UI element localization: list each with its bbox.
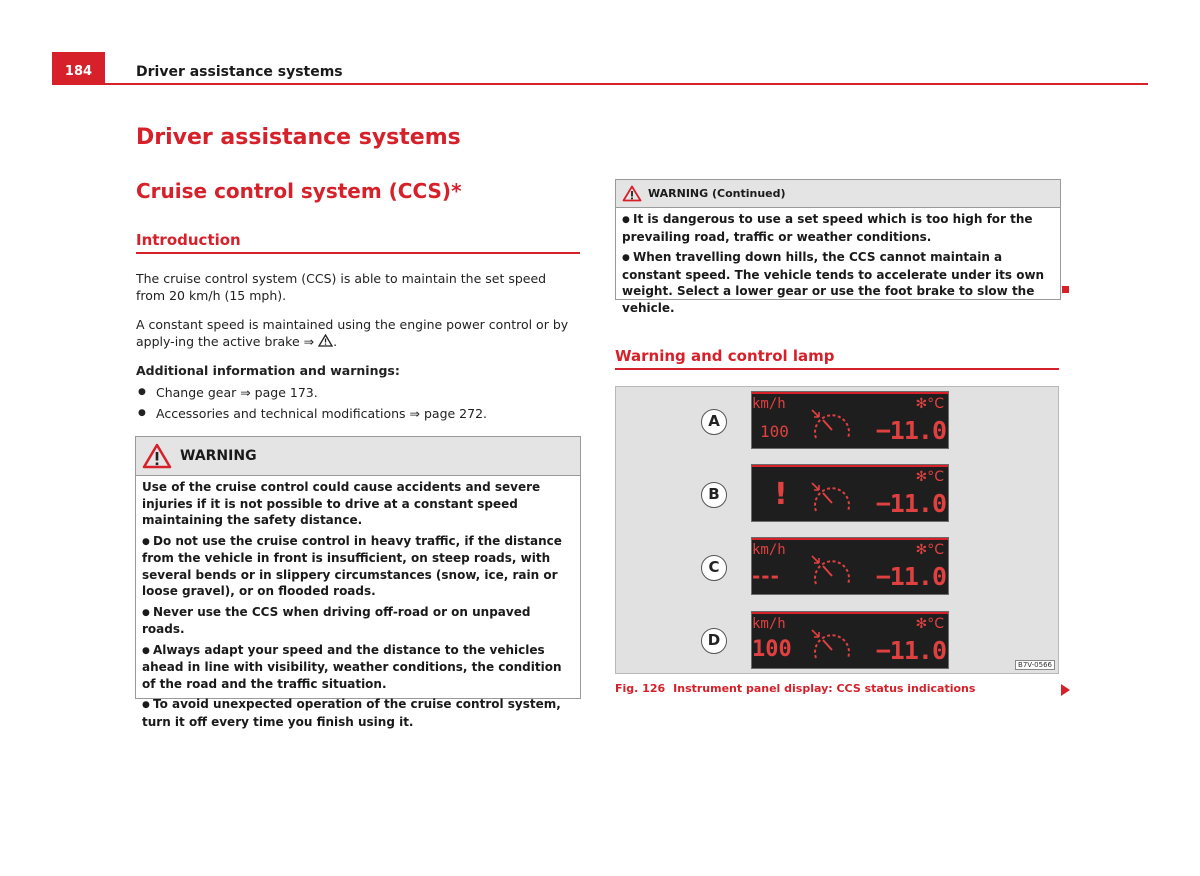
warning-item: ● To avoid unexpected operation of the cruise control system, turn it off every time you finish using it. bbox=[142, 696, 574, 730]
warning-item: ● It is dangerous to use a set speed which is too high for the prevailing road, traffic or weather conditions. bbox=[622, 211, 1054, 245]
warning-intro: Use of the cruise control could cause accidents and severe injuries if it is not possible to drive at a constant speed maintaining the safety distance. bbox=[142, 480, 541, 527]
lcd-display-b bbox=[751, 464, 949, 522]
speed-unit: km/h bbox=[752, 542, 786, 558]
snowflake-icon: ✻°C bbox=[915, 616, 944, 632]
warning-box bbox=[135, 436, 581, 729]
outside-temperature: −11.0 bbox=[875, 562, 946, 591]
chapter-title: Driver assistance systems bbox=[136, 125, 461, 150]
page-number: 184 bbox=[64, 64, 93, 79]
lcd-display-c bbox=[751, 537, 949, 595]
warning-continued-header bbox=[616, 180, 1060, 208]
outside-temperature: −11.0 bbox=[875, 636, 946, 665]
warning-continued-box bbox=[615, 179, 1061, 315]
set-speed: --- bbox=[752, 564, 780, 588]
warning-triangle-icon bbox=[318, 334, 333, 347]
warning-body bbox=[136, 476, 580, 737]
label-b: B bbox=[701, 482, 727, 508]
list-item: ● Accessories and technical modifications ⇒ page 272. bbox=[136, 405, 576, 422]
lcd-display-a bbox=[751, 391, 949, 449]
cruise-gauge-icon bbox=[808, 404, 856, 444]
instrument-figure bbox=[615, 386, 1059, 674]
header-rule bbox=[52, 83, 1148, 85]
warning-item: ● When travelling down hills, the CCS cannot maintain a constant speed. The vehicle tends to accelerate under its own weight. Select a lower gear or use the foot brake to slow the vehicle. bbox=[622, 249, 1054, 316]
warning-continued-body bbox=[616, 208, 1060, 323]
warning-item: ● Always adapt your speed and the distance to the vehicles ahead in line with visibility, weather conditions, the condition of the road and the traffic situation. bbox=[142, 642, 574, 693]
intro-paragraph-2: A constant speed is maintained using the engine power control or by apply-ing the active brake ⇒ . bbox=[136, 317, 569, 349]
list-item: ● Change gear ⇒ page 173. bbox=[136, 384, 576, 401]
warning-item: ● Never use the CCS when driving off-road or on unpaved roads. bbox=[142, 604, 574, 638]
introduction-rule bbox=[136, 252, 580, 254]
outside-temperature: −11.0 bbox=[875, 489, 946, 518]
warning-triangle-icon bbox=[142, 443, 172, 469]
additional-info-heading: Additional information and warnings: bbox=[136, 363, 400, 378]
warning-item: ● Do not use the cruise control in heavy traffic, if the distance from the vehicle in front is insufficient, on steep roads, with several bends or in slippery circumstances (snow, ice, rain or loose gravel), or on flooded roads. bbox=[142, 533, 574, 600]
outside-temperature: −11.0 bbox=[875, 416, 946, 445]
lcd-display-d bbox=[751, 611, 949, 669]
figure-code: B7V-0566 bbox=[1015, 660, 1055, 670]
continue-arrow-icon bbox=[1061, 684, 1070, 696]
set-speed: 100 bbox=[760, 422, 789, 441]
snowflake-icon: ✻°C bbox=[915, 469, 944, 485]
additional-info-list bbox=[136, 384, 576, 426]
running-title: Driver assistance systems bbox=[136, 64, 343, 80]
snowflake-icon: ✻°C bbox=[915, 542, 944, 558]
warning-title: WARNING bbox=[180, 448, 257, 464]
section-end-marker bbox=[1062, 286, 1069, 293]
cruise-gauge-icon bbox=[808, 477, 856, 517]
speed-unit: km/h bbox=[752, 616, 786, 632]
speed-unit: km/h bbox=[752, 396, 786, 412]
intro-paragraph-1: The cruise control system (CCS) is able to maintain the set speed from 20 km/h (15 mph). bbox=[136, 271, 547, 303]
section-title: Cruise control system (CCS)* bbox=[136, 179, 462, 203]
warning-header bbox=[136, 437, 580, 476]
warning-triangle-icon bbox=[622, 185, 642, 202]
cruise-gauge-icon bbox=[808, 624, 856, 664]
figure-caption: Fig. 126 Instrument panel display: CCS status indications bbox=[615, 682, 976, 695]
introduction-heading: Introduction bbox=[136, 231, 241, 249]
label-a: A bbox=[701, 409, 727, 435]
warning-continued-title: WARNING (Continued) bbox=[648, 187, 786, 200]
label-d: D bbox=[701, 628, 727, 654]
lamp-rule bbox=[615, 368, 1059, 370]
set-speed: 100 bbox=[752, 637, 792, 662]
lamp-heading: Warning and control lamp bbox=[615, 347, 835, 365]
cruise-gauge-icon bbox=[808, 550, 856, 590]
snowflake-icon: ✻°C bbox=[915, 396, 944, 412]
label-c: C bbox=[701, 555, 727, 581]
exclamation-icon: ! bbox=[774, 477, 788, 512]
